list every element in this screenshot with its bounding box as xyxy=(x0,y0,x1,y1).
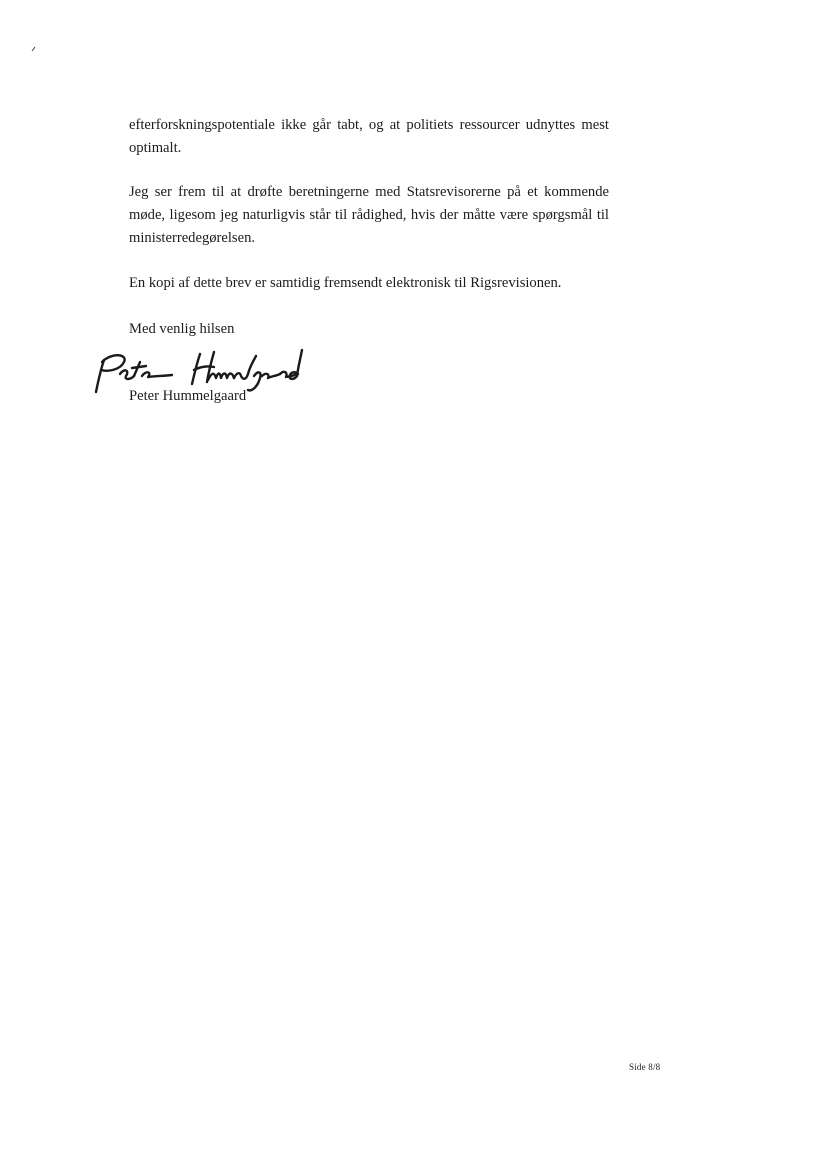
paragraph-ressourcer: efterforskningspotentiale ikke går tabt, og at politiets ressourcer udnyttes mest optimalt. xyxy=(129,117,609,156)
scan-speck-icon xyxy=(31,46,37,52)
closing-salutation: Med venlig hilsen xyxy=(129,321,235,337)
signer-name: Peter Hummelgaard xyxy=(129,388,247,404)
page-number: Side 8/8 xyxy=(629,1062,661,1072)
paragraph-droefte-beretninger: Jeg ser frem til at drøfte beretningerne med Statsrevisorerne på et kommende møde, ligesom jeg naturligvis står til rådighed, hvis der måtte være spørgsmål til ministerredegørelsen. xyxy=(129,184,609,246)
paragraph-kopi-rigsrevisionen: En kopi af dette brev er samtidig fremsendt elektronisk til Rigsrevisionen. xyxy=(129,275,562,291)
